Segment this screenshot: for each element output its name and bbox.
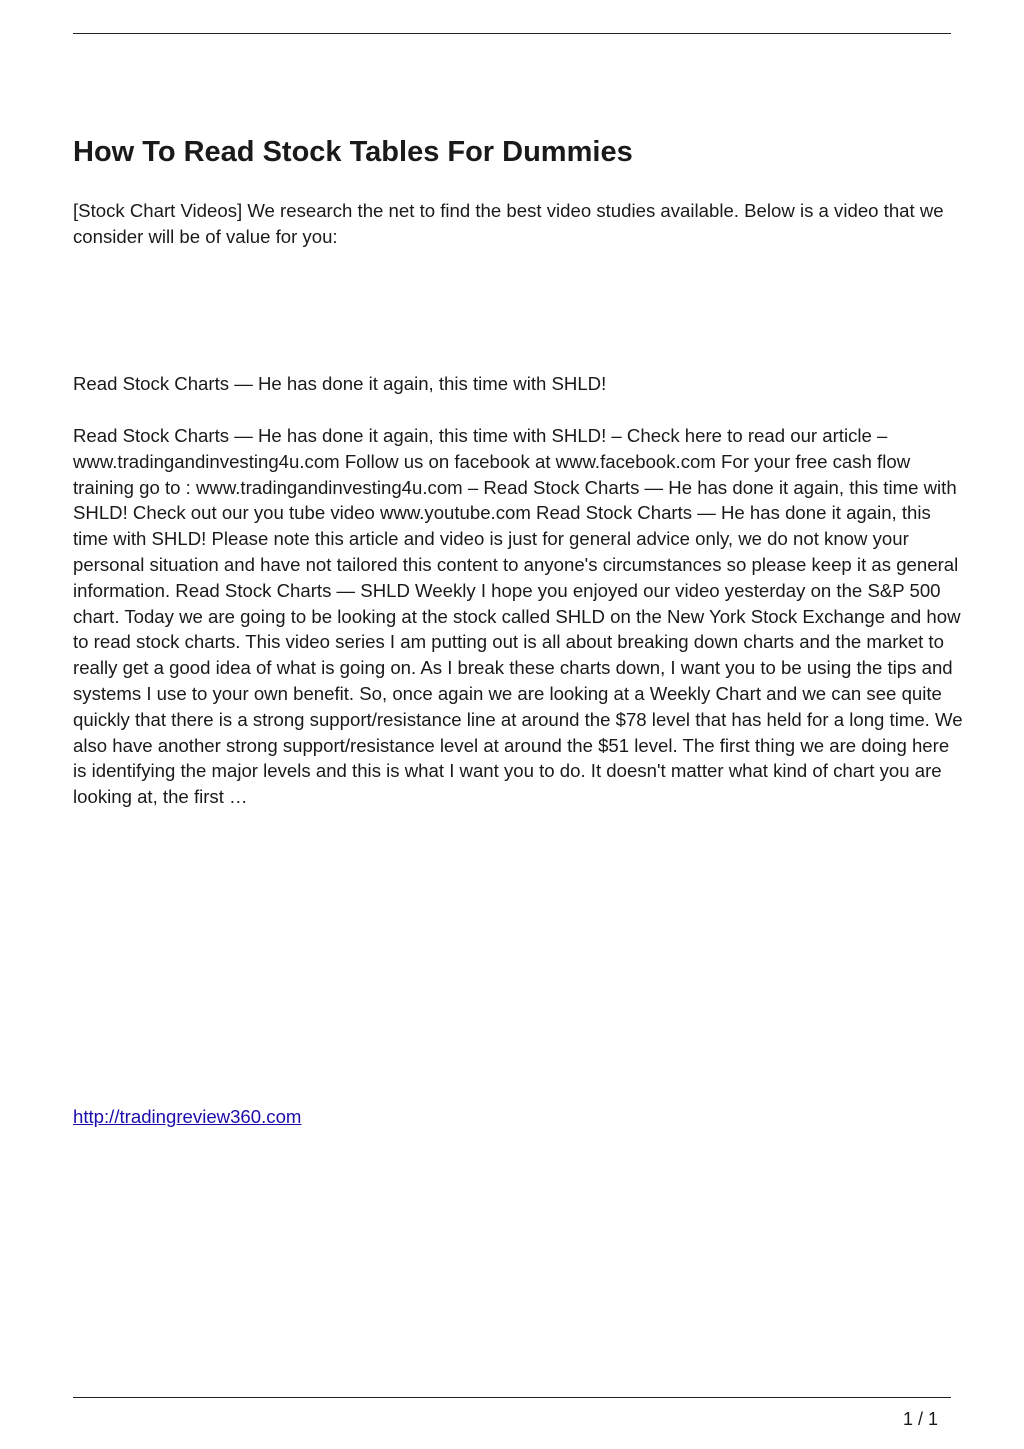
article-body: Read Stock Charts — He has done it again, this time with SHLD! – Check here to read our article – www.tradingandinvesting4u.com Follow us on facebook at www.facebook.com For your free cash flow training go to : www.tradingandinvesting4u.com – Read Stock Charts — He has done it again, this time with SHLD! Check out our you tube video www.youtube.com Read Stock Charts — He has done it again, this time with SHLD! Please note this article and video is just for general advice only, we do not know your personal situation and have not tailored this content to anyone's circumstances so please keep it as general information. Read Stock Charts — SHLD Weekly I hope you enjoyed our video yesterday on the S&P 500 chart. Today we are going to be looking at the stock called SHLD on the New York Stock Exchange and how to read stock charts. This video series I am putting out is all about breaking down charts and the market to really get a good idea of what is going on. As I break these charts down, I want you to be using the tips and systems I use to your own benefit. So, once again we are looking at a Weekly Chart and we can see quite quickly that there is a strong support/resistance line at around the $78 level that has held for a long time. We also have another strong support/resistance level at around the $51 level. The first thing we are doing here is identifying the major levels and this is what I want you to do. It doesn't matter what kind of chart you are looking at, the first … — [73, 425, 963, 808]
page-title: How To Read Stock Tables For Dummies — [73, 136, 633, 168]
footer-rule — [73, 1397, 951, 1398]
header-rule — [73, 33, 951, 34]
intro-paragraph: [Stock Chart Videos] We research the net to find the best video studies available. Below is a video that we consider will be of value for you: — [73, 200, 944, 247]
source-link[interactable]: http://tradingreview360.com — [73, 1106, 302, 1127]
page-number: 1 / 1 — [902, 1409, 938, 1429]
video-title: Read Stock Charts — He has done it again, this time with SHLD! — [73, 373, 607, 394]
